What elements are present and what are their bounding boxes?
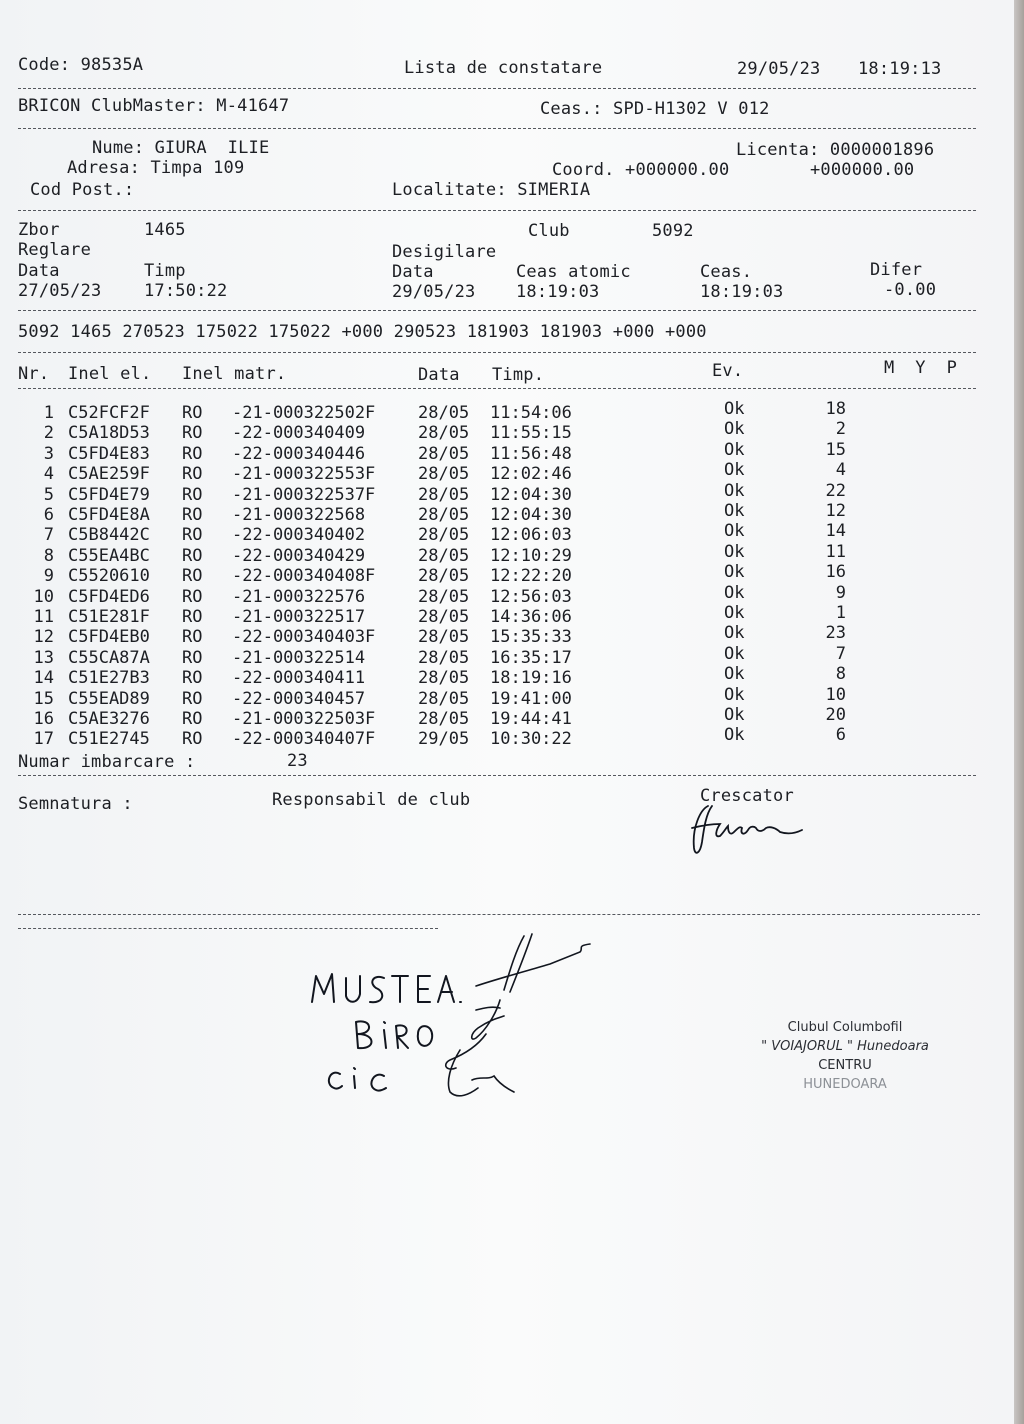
cell-ev: Ok xyxy=(724,582,745,603)
cell-nr: 13 xyxy=(33,647,54,668)
cell-tara: RO xyxy=(182,403,203,423)
cell-tara: RO xyxy=(182,668,203,689)
cell-inel-el: C5FD4ED6 xyxy=(68,586,150,607)
desigilare-heading: Desigilare xyxy=(392,242,497,262)
reglare-time-label: Timp xyxy=(144,261,186,281)
cell-inel-el: C55EA4BC xyxy=(68,545,150,566)
cell-ev: Ok xyxy=(724,419,745,440)
cell-inel-el: C5FD4E79 xyxy=(68,484,150,505)
col-myp: M Y P xyxy=(884,358,958,378)
divider xyxy=(18,775,976,776)
cell-ev: Ok xyxy=(724,439,745,460)
difference-value: -0.00 xyxy=(884,280,937,300)
cell-timp: 12:02:46 xyxy=(490,464,572,485)
imbarcare-value: 23 xyxy=(287,751,308,771)
cell-data: 28/05 xyxy=(418,545,470,566)
signature-label: Semnatura : xyxy=(18,794,133,814)
cell-data: 28/05 xyxy=(418,505,470,525)
cell-nr: 7 xyxy=(43,525,54,546)
cell-timp: 19:41:00 xyxy=(490,688,572,709)
cell-data: 28/05 xyxy=(418,709,470,729)
table-row xyxy=(18,480,918,505)
cell-nr: 4 xyxy=(43,464,54,485)
cell-data: 28/05 xyxy=(418,566,470,587)
cell-inel-el: C5FD4E83 xyxy=(68,443,150,464)
print-date: 29/05/23 xyxy=(737,59,821,79)
cell-inel-matr: -22-000340402 xyxy=(232,525,366,546)
cell-inel-el: C51E281F xyxy=(68,607,150,627)
cell-data: 28/05 xyxy=(418,423,470,444)
cell-nr: 2 xyxy=(43,423,54,444)
table-row xyxy=(18,684,918,709)
table-row xyxy=(18,664,918,689)
table-row xyxy=(18,460,918,485)
divider xyxy=(18,352,976,353)
summary-line: 5092 1465 270523 175022 175022 +000 290523 181903 181903 +000 +000 xyxy=(18,322,707,342)
cell-timp: 12:56:03 xyxy=(490,586,572,607)
club-stamp xyxy=(735,1018,955,1094)
cell-ev: Ok xyxy=(724,521,745,542)
divider xyxy=(18,210,976,211)
cell-timp: 12:06:03 xyxy=(490,525,572,546)
document-code: Code: 98535A xyxy=(18,55,144,75)
cell-nr: 14 xyxy=(33,668,54,689)
paper-edge xyxy=(1014,0,1024,1424)
cell-ev: Ok xyxy=(724,705,745,725)
table-row xyxy=(18,623,918,648)
cell-tara: RO xyxy=(182,505,203,525)
col-ev: Ev. xyxy=(712,361,744,381)
clock-time: 18:19:03 xyxy=(700,282,784,302)
cell-m: 15 xyxy=(825,439,846,460)
cell-data: 28/05 xyxy=(418,525,470,546)
reglare-time: 17:50:22 xyxy=(144,281,228,301)
cell-data: 28/05 xyxy=(418,647,470,668)
stamp-line-4: HUNEDOARA xyxy=(803,1077,887,1092)
clock-model: Ceas.: SPD-H1302 V 012 xyxy=(540,99,770,119)
cell-data: 28/05 xyxy=(418,586,470,607)
cell-m: 16 xyxy=(825,562,846,583)
cell-m: 11 xyxy=(825,541,846,562)
cell-nr: 1 xyxy=(43,403,54,423)
cell-data: 28/05 xyxy=(418,668,470,689)
table-row xyxy=(18,439,918,464)
cell-nr: 9 xyxy=(43,566,54,587)
cell-m: 23 xyxy=(825,623,846,644)
breeder-signature xyxy=(686,798,816,862)
atomic-clock-time: 18:19:03 xyxy=(516,282,600,302)
cell-data: 28/05 xyxy=(418,403,470,423)
cell-inel-el: C5AE259F xyxy=(68,464,150,485)
club-responsible-label: Responsabil de club xyxy=(272,790,471,810)
cell-data: 28/05 xyxy=(418,627,470,648)
col-data: Data xyxy=(418,365,460,385)
cell-tara: RO xyxy=(182,464,203,485)
atomic-clock-label: Ceas atomic xyxy=(516,262,631,282)
cell-m: 18 xyxy=(825,399,846,419)
cell-nr: 6 xyxy=(43,505,54,525)
cell-nr: 15 xyxy=(33,688,54,709)
desigilare-date: 29/05/23 xyxy=(392,282,476,302)
cell-tara: RO xyxy=(182,545,203,566)
cell-ev: Ok xyxy=(724,480,745,501)
table-row xyxy=(18,399,918,423)
cell-inel-el: C5AE3276 xyxy=(68,709,150,729)
cell-inel-matr: -21-000322503F xyxy=(232,709,376,729)
table-row xyxy=(18,725,918,750)
table-row xyxy=(18,419,918,444)
owner-coord: Coord. +000000.00 xyxy=(552,160,730,180)
cell-tara: RO xyxy=(182,423,203,444)
cell-m: 2 xyxy=(835,419,846,440)
cell-timp: 19:44:41 xyxy=(490,709,572,729)
cell-ev: Ok xyxy=(724,603,745,623)
cell-nr: 5 xyxy=(43,484,54,505)
cell-timp: 10:30:22 xyxy=(490,729,572,750)
cell-inel-el: C5520610 xyxy=(68,566,150,587)
cell-nr: 17 xyxy=(33,729,54,750)
cell-ev: Ok xyxy=(724,623,745,644)
cell-inel-el: C55CA87A xyxy=(68,647,150,668)
print-time: 18:19:13 xyxy=(858,59,942,79)
cell-nr: 10 xyxy=(33,586,54,607)
cell-nr: 3 xyxy=(43,443,54,464)
flight-number: 1465 xyxy=(144,220,186,240)
owner-postcode: Cod Post.: xyxy=(30,180,135,200)
cell-ev: Ok xyxy=(724,725,745,746)
cell-data: 28/05 xyxy=(418,688,470,709)
divider xyxy=(18,128,976,129)
cell-data: 28/05 xyxy=(418,484,470,505)
cell-ev: Ok xyxy=(724,562,745,583)
cell-tara: RO xyxy=(182,688,203,709)
cell-inel-matr: -21-000322537F xyxy=(232,484,376,505)
cell-timp: 16:35:17 xyxy=(490,647,572,668)
cell-m: 10 xyxy=(825,684,846,705)
cell-ev: Ok xyxy=(724,460,745,481)
cell-m: 20 xyxy=(825,705,846,725)
table-row xyxy=(18,643,918,668)
document-title: Lista de constatare xyxy=(404,58,603,78)
cell-tara: RO xyxy=(182,443,203,464)
stamp-line-2: " VOIAJORUL " Hunedoara xyxy=(761,1039,929,1054)
cell-data: 28/05 xyxy=(418,464,470,485)
cell-m: 14 xyxy=(825,521,846,542)
reglare-date-label: Data xyxy=(18,261,60,281)
cell-inel-matr: -22-000340457 xyxy=(232,688,366,709)
cell-ev: Ok xyxy=(724,643,745,664)
cell-inel-el: C51E27B3 xyxy=(68,668,150,689)
cell-m: 8 xyxy=(835,664,846,685)
cell-inel-matr: -21-000322576 xyxy=(232,586,366,607)
divider xyxy=(18,310,976,311)
cell-nr: 12 xyxy=(33,627,54,648)
imbarcare-label: Numar imbarcare : xyxy=(18,752,196,772)
divider xyxy=(18,914,980,915)
col-nr: Nr. xyxy=(18,364,50,384)
cell-m: 22 xyxy=(825,480,846,501)
club-number: 5092 xyxy=(652,221,694,241)
flight-label: Zbor xyxy=(18,220,60,240)
cell-timp: 11:56:48 xyxy=(490,443,572,464)
cell-inel-el: C55EAD89 xyxy=(68,688,150,709)
table-row xyxy=(18,603,918,627)
cell-timp: 18:19:16 xyxy=(490,668,572,689)
reglare-date: 27/05/23 xyxy=(18,281,102,301)
cell-inel-el: C51E2745 xyxy=(68,729,150,750)
cell-inel-matr: -22-000340403F xyxy=(232,627,376,648)
cell-inel-el: C5A18D53 xyxy=(68,423,150,444)
cell-tara: RO xyxy=(182,566,203,587)
clock-label: Ceas. xyxy=(700,262,753,282)
cell-data: 28/05 xyxy=(418,443,470,464)
owner-name: Nume: GIURA ILIE xyxy=(92,138,270,158)
desigilare-date-label: Data xyxy=(392,262,434,282)
table-row xyxy=(18,705,918,729)
difference-label: Difer xyxy=(870,260,923,280)
cell-ev: Ok xyxy=(724,501,745,521)
cell-timp: 12:04:30 xyxy=(490,484,572,505)
col-inel-matr: Inel matr. xyxy=(182,364,287,384)
cell-tara: RO xyxy=(182,729,203,750)
cell-timp: 15:35:33 xyxy=(490,627,572,648)
cell-inel-matr: -22-000340409 xyxy=(232,423,366,444)
cell-tara: RO xyxy=(182,607,203,627)
table-row xyxy=(18,541,918,566)
cell-inel-el: C52FCF2F xyxy=(68,403,150,423)
cell-m: 12 xyxy=(825,501,846,521)
cell-m: 4 xyxy=(835,460,846,481)
divider xyxy=(18,928,438,929)
breeder-label: Crescator xyxy=(700,786,794,806)
club-label: Club xyxy=(528,221,570,241)
cell-tara: RO xyxy=(182,647,203,668)
cell-ev: Ok xyxy=(724,684,745,705)
cell-tara: RO xyxy=(182,586,203,607)
cell-ev: Ok xyxy=(724,664,745,685)
col-inel-el: Inel el. xyxy=(68,364,152,384)
cell-inel-matr: -21-000322553F xyxy=(232,464,376,485)
cell-inel-matr: -22-000340407F xyxy=(232,729,376,750)
cell-tara: RO xyxy=(182,525,203,546)
cell-tara: RO xyxy=(182,627,203,648)
cell-data: 29/05 xyxy=(418,729,470,750)
cell-m: 9 xyxy=(835,582,846,603)
table-row xyxy=(18,521,918,546)
cell-timp: 14:36:06 xyxy=(490,607,572,627)
cell-nr: 16 xyxy=(33,709,54,729)
col-timp: Timp. xyxy=(492,365,545,385)
cell-tara: RO xyxy=(182,709,203,729)
clubmaster-id: BRICON ClubMaster: M-41647 xyxy=(18,96,290,116)
cell-tara: RO xyxy=(182,484,203,505)
committee-signatures xyxy=(300,930,610,1110)
table-row xyxy=(18,501,918,525)
cell-inel-el: C5FD4EB0 xyxy=(68,627,150,648)
owner-licence: Licenta: 0000001896 xyxy=(736,140,935,160)
cell-inel-matr: -21-000322568 xyxy=(232,505,366,525)
cell-inel-matr: -21-000322502F xyxy=(232,403,376,423)
stamp-line-1: Clubul Columbofil xyxy=(787,1020,903,1035)
cell-timp: 12:22:20 xyxy=(490,566,572,587)
cell-m: 7 xyxy=(835,643,846,664)
cell-timp: 11:55:15 xyxy=(490,423,572,444)
cell-timp: 12:10:29 xyxy=(490,545,572,566)
cell-timp: 12:04:30 xyxy=(490,505,572,525)
divider xyxy=(18,88,976,89)
cell-nr: 11 xyxy=(33,607,54,627)
cell-inel-matr: -21-000322517 xyxy=(232,607,366,627)
cell-data: 28/05 xyxy=(418,607,470,627)
owner-address: Adresa: Timpa 109 xyxy=(67,158,245,178)
table-row xyxy=(18,562,918,587)
cell-inel-matr: -21-000322514 xyxy=(232,647,366,668)
cell-ev: Ok xyxy=(724,399,745,419)
cell-inel-matr: -22-000340408F xyxy=(232,566,376,587)
cell-inel-el: C5FD4E8A xyxy=(68,505,150,525)
owner-locality: Localitate: SIMERIA xyxy=(392,180,591,200)
owner-coord-2: +000000.00 xyxy=(810,160,915,180)
divider xyxy=(18,388,976,389)
cell-m: 6 xyxy=(835,725,846,746)
cell-ev: Ok xyxy=(724,541,745,562)
cell-inel-matr: -22-000340411 xyxy=(232,668,366,689)
cell-timp: 11:54:06 xyxy=(490,403,572,423)
cell-m: 1 xyxy=(835,603,846,623)
cell-inel-matr: -22-000340429 xyxy=(232,545,366,566)
stamp-line-3: CENTRU xyxy=(818,1058,872,1073)
cell-inel-el: C5B8442C xyxy=(68,525,150,546)
cell-nr: 8 xyxy=(43,545,54,566)
reglare-heading: Reglare xyxy=(18,240,92,260)
table-row xyxy=(18,582,918,607)
cell-inel-matr: -22-000340446 xyxy=(232,443,366,464)
